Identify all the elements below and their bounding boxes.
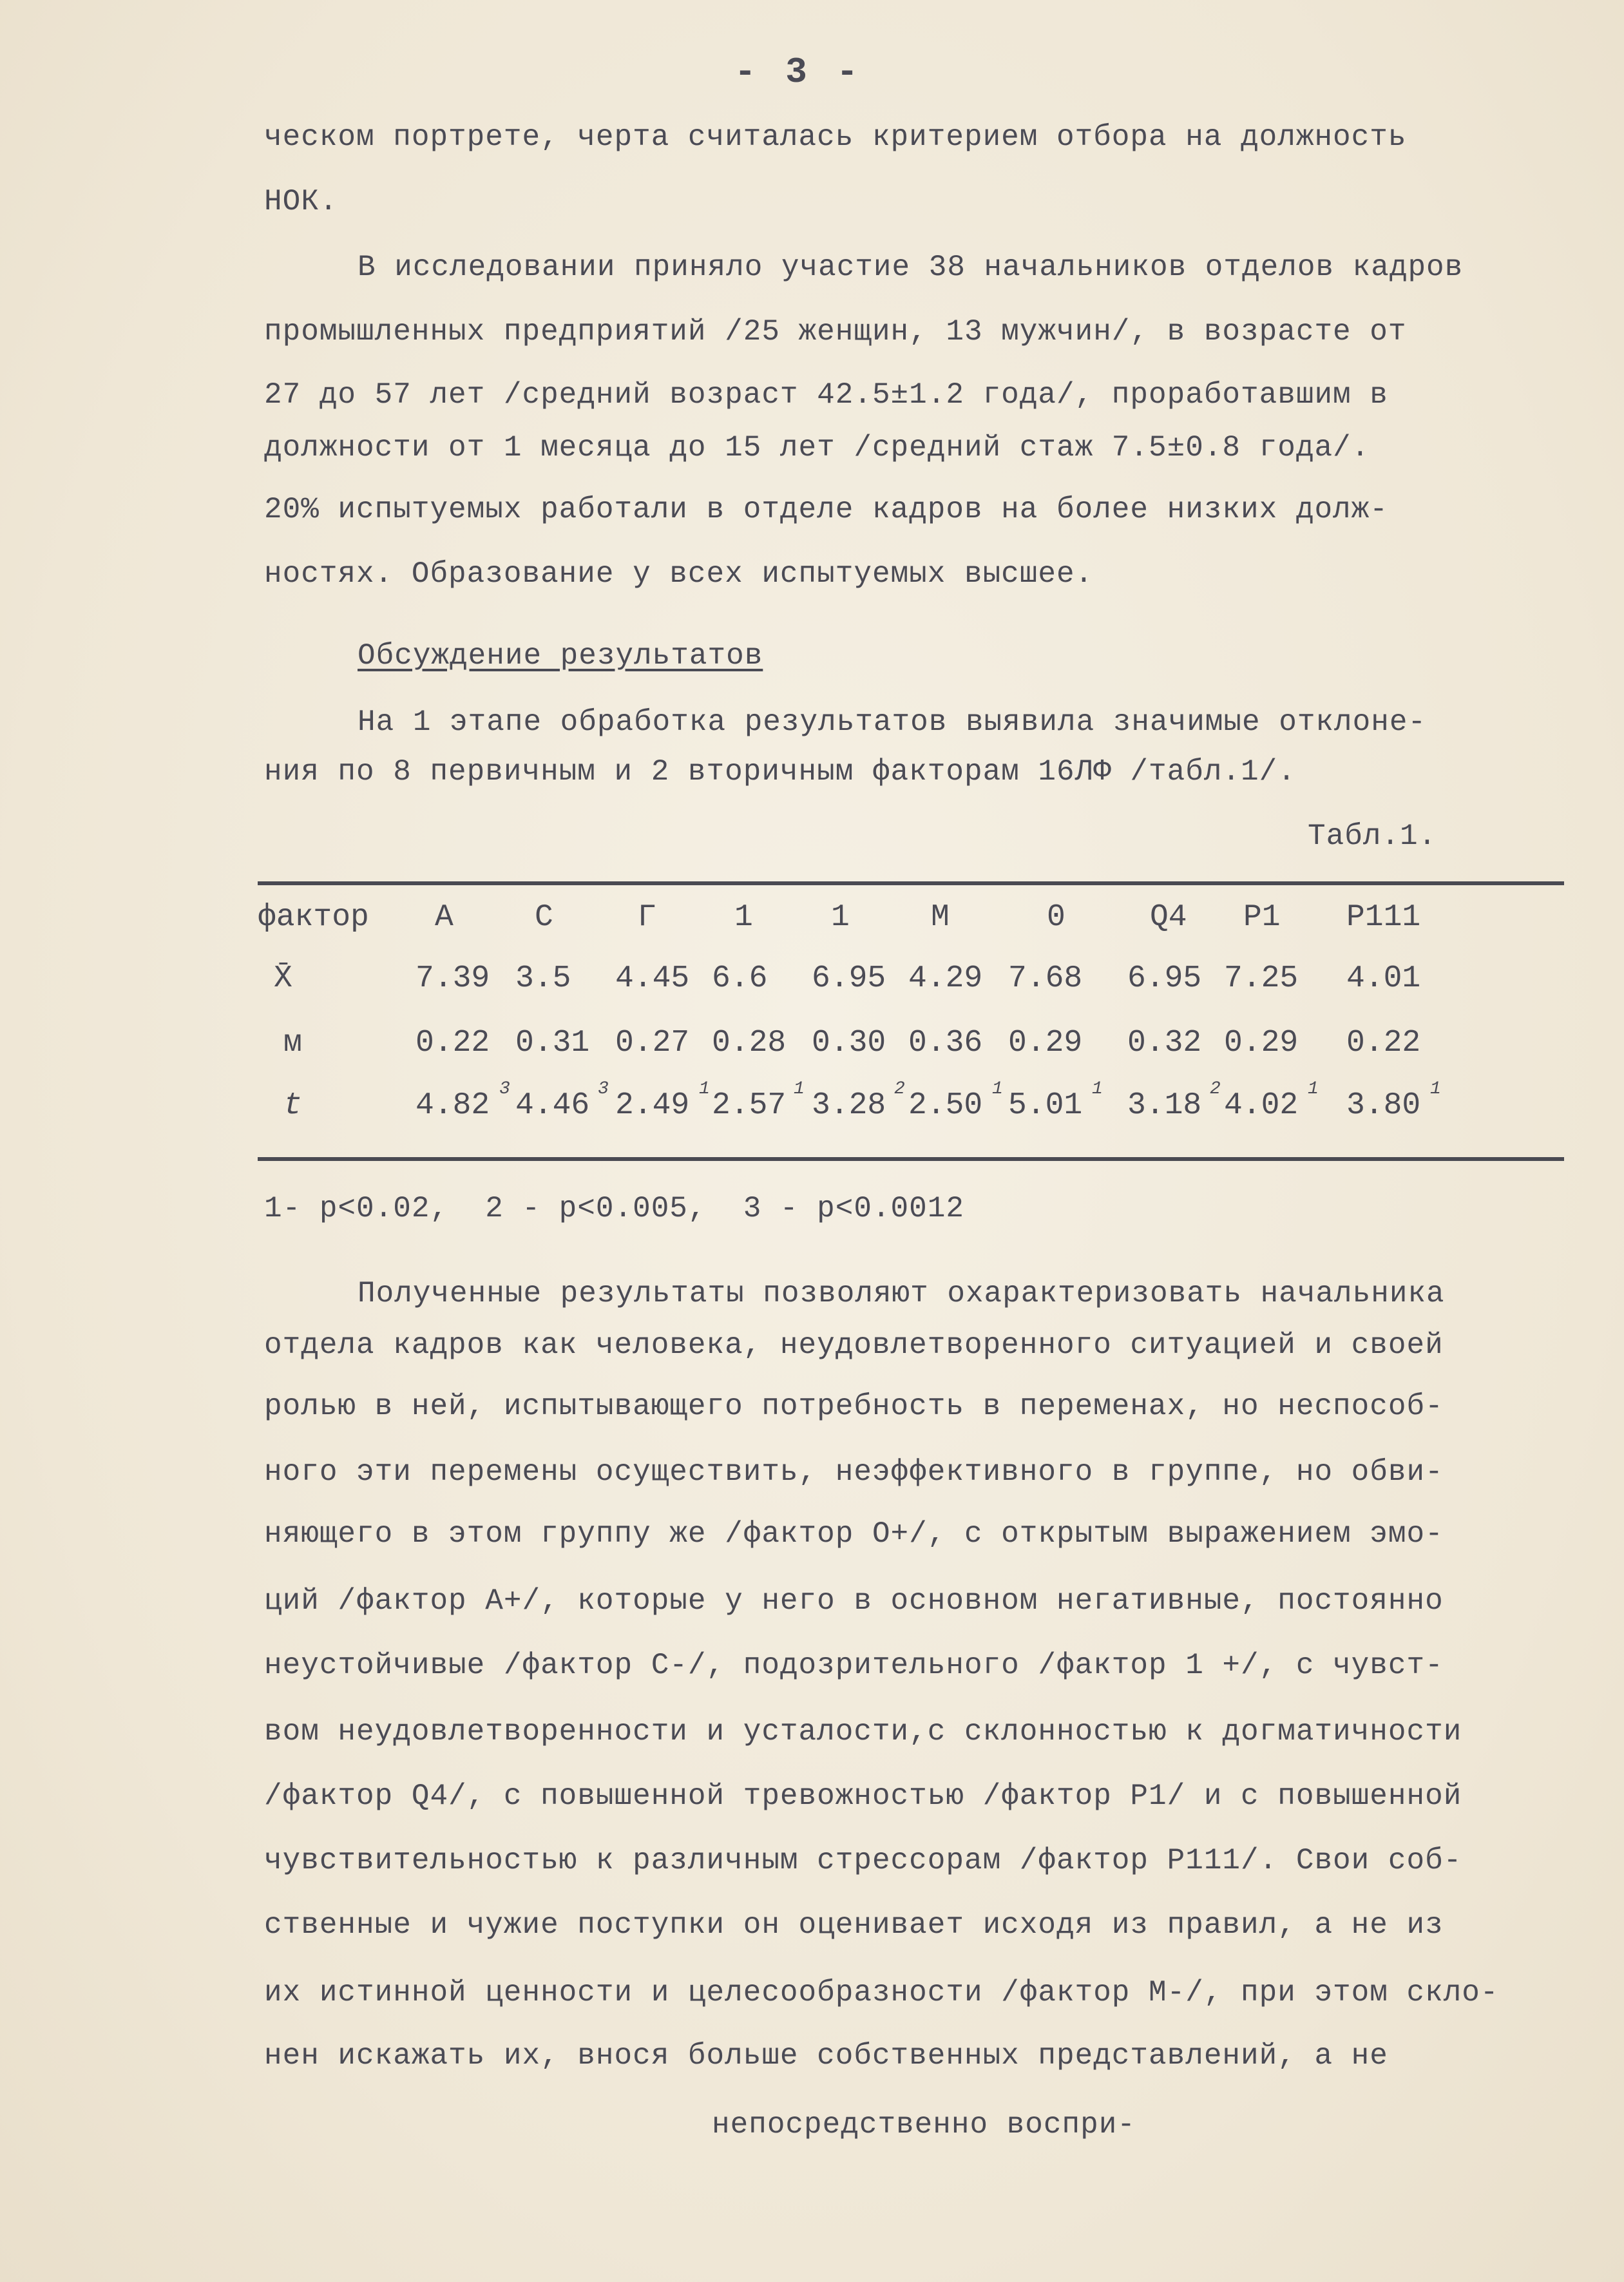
text-line: Полученные результаты позволяют охарактеризовать начальника: [358, 1277, 1445, 1310]
text-line: В исследовании приняло участие 38 начальников отделов кадров: [358, 251, 1464, 284]
table-cell: 0.31: [515, 1026, 590, 1060]
table-row-label: t: [283, 1088, 302, 1123]
text-line: 27 до 57 лет /средний возраст 42.5±1.2 года/, проработавшим в: [264, 378, 1388, 412]
table-cell: 0.29: [1008, 1026, 1083, 1060]
text-line: /фактор Q4/, с повышенной тревожностью /фактор Р1/ и с повышенной: [264, 1779, 1462, 1813]
table-header-cell: фактор: [258, 900, 369, 935]
page-number: - 3 -: [734, 52, 863, 93]
text-line: должности от 1 месяца до 15 лет /средний стаж 7.5±0.8 года/.: [264, 431, 1370, 465]
table-cell: 4.46: [515, 1088, 590, 1123]
table-header-cell: 1: [831, 900, 850, 935]
significance-mark: 3: [499, 1079, 510, 1099]
table-cell: 6.95: [812, 961, 886, 996]
table-cell: 0.30: [812, 1026, 886, 1060]
significance-mark: 1: [699, 1079, 710, 1099]
text-line: ций /фактор А+/, которые у него в основном негативные, постоянно: [264, 1584, 1444, 1618]
table-cell: 3.5: [515, 961, 571, 996]
table-header-cell: Р1: [1243, 900, 1281, 935]
table-header-cell: А: [435, 900, 454, 935]
table-cell: 3.28: [812, 1088, 886, 1123]
table-cell: 2.49: [615, 1088, 690, 1123]
table-cell: 6.6: [712, 961, 768, 996]
table-cell: 0.27: [615, 1026, 690, 1060]
text-line: ственные и чужие поступки он оценивает исходя из правил, а не из: [264, 1908, 1444, 1942]
table-cell: 4.45: [615, 961, 690, 996]
significance-mark: 1: [794, 1079, 805, 1099]
table-cell: 6.95: [1127, 961, 1202, 996]
table-cell: 0.22: [1346, 1026, 1421, 1060]
text-line: ческом портрете, черта считалась критерием отбора на должность: [264, 120, 1407, 154]
table-cell: 0.32: [1127, 1026, 1202, 1060]
table-caption: Табл.1.: [1308, 820, 1437, 853]
significance-mark: 2: [894, 1079, 905, 1099]
table-header-cell: Р111: [1346, 900, 1421, 935]
table-cell: 4.02: [1224, 1088, 1299, 1123]
section-heading: Обсуждение результатов: [358, 639, 763, 673]
table-cell: 0.29: [1224, 1026, 1299, 1060]
table-cell: 3.80: [1346, 1088, 1421, 1123]
text-line: ролью в ней, испытывающего потребность в переменах, но неспособ-: [264, 1390, 1444, 1423]
table-cell: 7.25: [1224, 961, 1299, 996]
text-line: ния по 8 первичным и 2 вторичным факторам 16ЛФ /табл.1/.: [264, 755, 1296, 789]
table-cell: 0.28: [712, 1026, 787, 1060]
table-cell: 2.57: [712, 1088, 787, 1123]
table-cell: 3.18: [1127, 1088, 1202, 1123]
text-line: нен искажать их, внося больше собственных представлений, а не: [264, 2039, 1388, 2073]
text-line: На 1 этапе обработка результатов выявила значимые отклоне-: [358, 705, 1427, 739]
significance-mark: 3: [598, 1079, 609, 1099]
table-footnote: 1- р<0.02, 2 - р<0.005, 3 - р<0.0012: [264, 1192, 964, 1225]
significance-mark: 1: [992, 1079, 1003, 1099]
table-bottom-rule: [258, 1157, 1564, 1161]
text-line: 20% испытуемых работали в отделе кадров на более низких долж-: [264, 493, 1388, 526]
table-top-rule: [258, 881, 1564, 885]
text-line: НОК.: [264, 185, 338, 218]
table-header-cell: 1: [734, 900, 753, 935]
text-line: чувствительностью к различным стрессорам /фактор Р111/. Свои соб-: [264, 1844, 1462, 1877]
text-line: ностях. Образование у всех испытуемых высшее.: [264, 557, 1094, 591]
table-cell: 4.29: [908, 961, 983, 996]
text-line: промышленных предприятий /25 женщин, 13 мужчин/, в возрасте от: [264, 315, 1407, 349]
table-cell: 4.82: [416, 1088, 490, 1123]
table-header-cell: Г: [638, 900, 656, 935]
text-line: неустойчивые /фактор С-/, подозрительного /фактор 1 +/, с чувст-: [264, 1649, 1444, 1682]
text-line: ного эти перемены осуществить, неэффективного в группе, но обви-: [264, 1455, 1444, 1489]
significance-mark: 1: [1430, 1079, 1441, 1099]
significance-mark: 1: [1308, 1079, 1319, 1099]
table-row-label: X̄: [274, 961, 292, 996]
text-line: вом неудовлетворенности и усталости,с склонностью к догматичности: [264, 1715, 1462, 1749]
table-header-cell: С: [535, 900, 553, 935]
table-cell: 0.36: [908, 1026, 983, 1060]
table-header-cell: Q4: [1150, 900, 1187, 935]
catchword: непосредственно воспри-: [712, 2108, 1136, 2142]
table-cell: 4.01: [1346, 961, 1421, 996]
table-header-cell: 0: [1047, 900, 1065, 935]
significance-mark: 2: [1210, 1079, 1221, 1099]
table-cell: 2.50: [908, 1088, 983, 1123]
text-line: няющего в этом группу же /фактор О+/, с открытым выражением эмо-: [264, 1517, 1444, 1551]
text-line: отдела кадров как человека, неудовлетворенного ситуацией и своей: [264, 1328, 1444, 1362]
significance-mark: 1: [1092, 1079, 1103, 1099]
table-cell: 0.22: [416, 1026, 490, 1060]
table-cell: 7.39: [416, 961, 490, 996]
table-header-cell: М: [931, 900, 950, 935]
table-cell: 5.01: [1008, 1088, 1083, 1123]
table-cell: 7.68: [1008, 961, 1083, 996]
text-line: их истинной ценности и целесообразности /фактор М-/, при этом скло-: [264, 1976, 1499, 2009]
table-row-label: м: [283, 1026, 302, 1060]
